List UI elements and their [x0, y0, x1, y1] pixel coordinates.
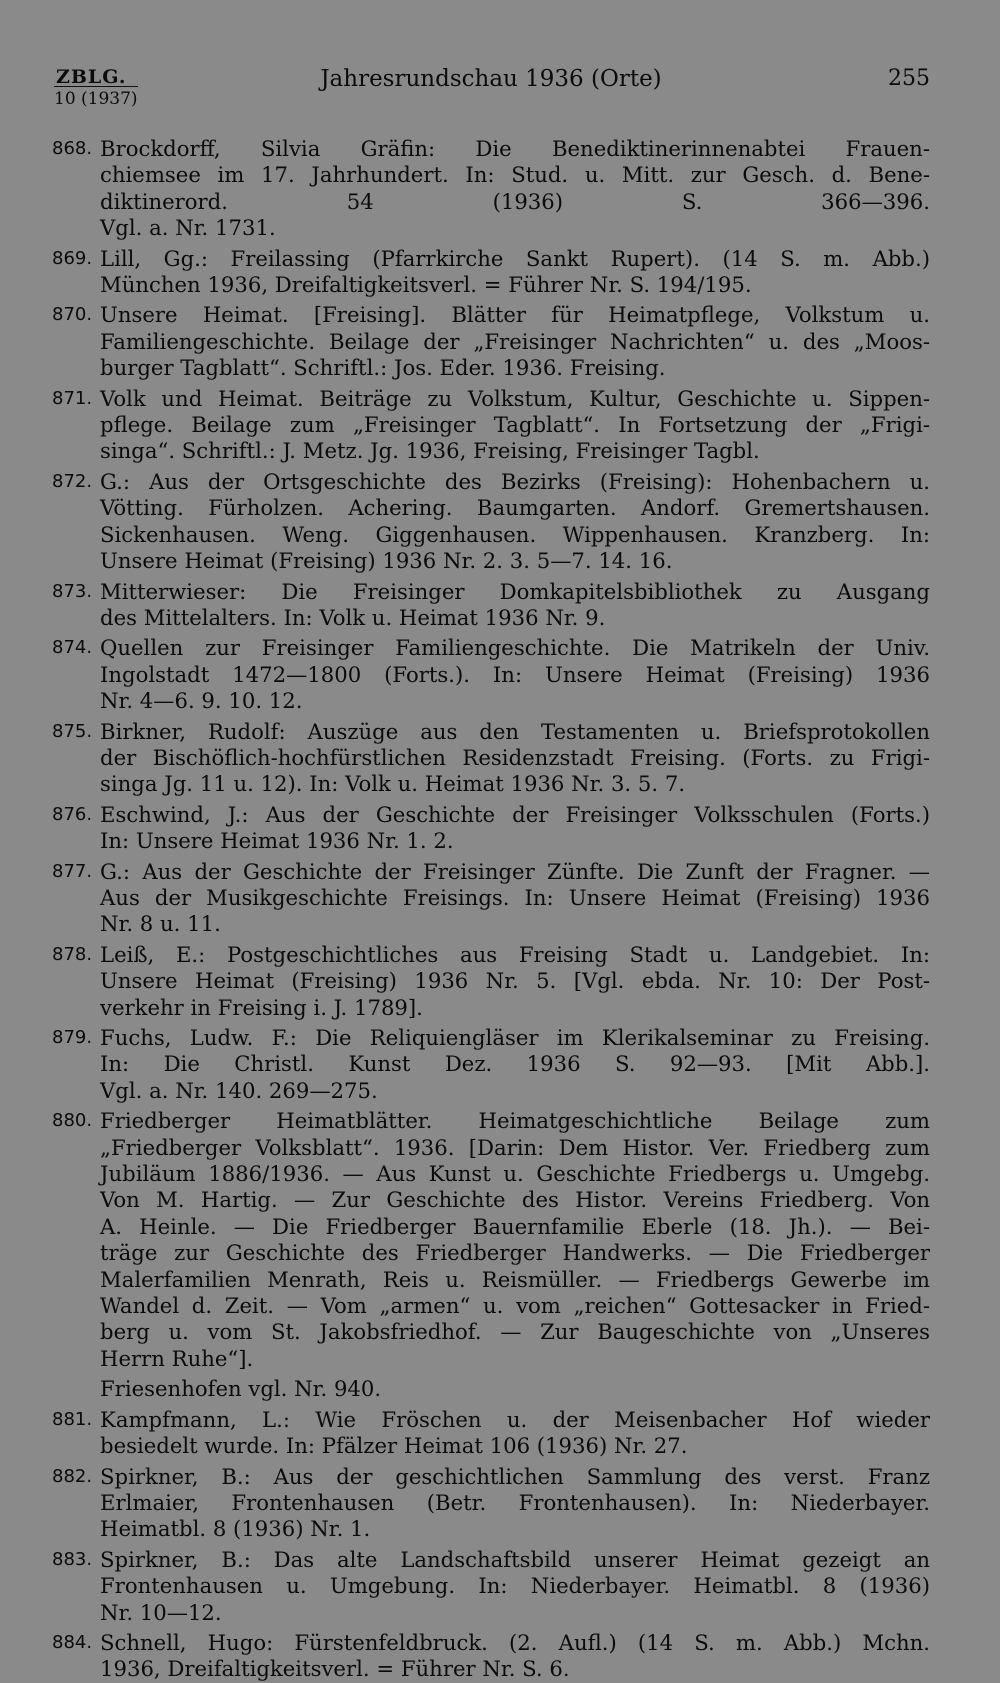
bibliography-entry — [52, 719, 930, 798]
entry-number: 878. — [52, 943, 93, 965]
entry-text — [100, 719, 930, 798]
entry-line: Spirkner, B.: Das alte Landschaftsbild unserer Heimat gezeigt an — [100, 1546, 930, 1572]
entry-number — [52, 1376, 100, 1402]
entry-number: 873. — [52, 580, 93, 602]
entry-line: besiedelt wurde. In: Pfälzer Heimat 106 (1936) Nr. 27. — [100, 1433, 688, 1459]
entry-number: 875. — [52, 720, 93, 742]
entry-text — [100, 579, 930, 632]
entry-number: 868. — [52, 138, 93, 159]
entry-line: der Bischöflich-hochfürstlichen Residenzstadt Freising. (Forts. zu Frigi- — [100, 744, 930, 770]
entry-line: Vgl. a. Nr. 1731. — [100, 215, 276, 241]
bibliography-entry — [52, 246, 930, 299]
entry-line: 1936, Dreifaltigkeitsverl. = Führer Nr. S. 6. — [100, 1656, 570, 1682]
entry-line: Sickenhausen. Weng. Giggenhausen. Wippenhausen. Kranzberg. In: — [100, 521, 930, 547]
entry-line: Unsere Heimat (Freising) 1936 Nr. 2. 3. 5—7. 14. 16. — [100, 548, 673, 574]
entry-text — [100, 1376, 930, 1402]
entry-text — [100, 246, 930, 299]
entry-line: Ingolstadt 1472—1800 (Forts.). In: Unsere Heimat (Freising) 1936 — [100, 661, 930, 687]
bibliography-entry — [52, 1407, 930, 1460]
entry-line: berg u. vom St. Jakobsfriedhof. — Zur Baugeschichte von „Unseres — [100, 1319, 930, 1345]
entry-line: pflege. Beilage zum „Freisinger Tagblatt“. In Fortsetzung der „Frigi- — [100, 412, 930, 438]
entry-number: 876. — [52, 803, 93, 825]
entry-line: burger Tagblatt“. Schriftl.: Jos. Eder. 1936. Freising. — [100, 355, 666, 381]
entry-line: Nr. 4—6. 9. 10. 12. — [100, 688, 303, 714]
entry-number: 879. — [52, 1027, 93, 1048]
entry-number: 880. — [52, 1110, 93, 1132]
bibliography-entry — [52, 1464, 930, 1543]
entry-number: 884. — [52, 1631, 93, 1653]
running-title: Jahresrundschau 1936 (Orte) — [320, 66, 662, 92]
entry-line: träge zur Geschichte des Friedberger Handwerks. — Die Friedberger — [100, 1240, 930, 1266]
entry-number: 874. — [52, 637, 93, 659]
entry-line: Malerfamilien Menrath, Reis u. Reismüller. — Friedbergs Gewerbe im — [100, 1266, 930, 1292]
entry-line: Vötting. Fürholzen. Achering. Baumgarten. Andorf. Gremertshausen. — [100, 495, 930, 521]
entry-line: Von M. Hartig. — Zur Geschichte des Histor. Vereins Friedberg. Von — [100, 1187, 930, 1213]
entry-number: 881. — [52, 1408, 93, 1430]
entry-line: Lill, Gg.: Freilassing (Pfarrkirche Sankt Rupert). (14 S. m. Abb.) — [100, 245, 930, 271]
entry-line: Schnell, Hugo: Fürstenfeldbruck. (2. Aufl.) (14 S. m. Abb.) Mchn. — [100, 1629, 930, 1655]
entry-line: Herrn Ruhe“]. — [100, 1345, 254, 1371]
bibliography-entry — [52, 386, 930, 465]
volume-label: 10 (1937) — [54, 86, 138, 109]
entry-number: 872. — [52, 470, 93, 492]
entry-number: 877. — [52, 860, 93, 882]
entry-line: „Friedberger Volksblatt“. 1936. [Darin: Dem Histor. Ver. Friedberg zum — [100, 1134, 930, 1160]
entry-line: Aus der Musikgeschichte Freisings. In: Unsere Heimat (Freising) 1936 — [100, 884, 930, 910]
bibliography-entry — [52, 1547, 930, 1626]
entry-number: 871. — [52, 387, 93, 409]
entry-text — [100, 1025, 930, 1104]
entry-line: Spirkner, B.: Aus der geschichtlichen Sammlung des verst. Franz — [100, 1463, 930, 1489]
entry-line: Unsere Heimat (Freising) 1936 Nr. 5. [Vgl. ebda. Nr. 10: Der Post- — [100, 968, 930, 994]
entry-number: 870. — [52, 304, 93, 326]
bibliography-entry — [52, 942, 930, 1021]
entry-line: München 1936, Dreifaltigkeitsverl. = Führer Nr. S. 194/195. — [100, 272, 752, 298]
entry-line: Leiß, E.: Postgeschichtliches aus Freising Stadt u. Landgebiet. In: — [100, 941, 930, 967]
entry-line: G.: Aus der Geschichte der Freisinger Zünfte. Die Zunft der Fragner. — — [100, 858, 930, 884]
entry-line: Eschwind, J.: Aus der Geschichte der Freisinger Volksschulen (Forts.) — [100, 801, 930, 827]
bibliography-entry — [52, 1108, 930, 1372]
entry-number: 882. — [52, 1465, 93, 1487]
entry-line: chiemsee im 17. Jahrhundert. In: Stud. u. Mitt. zur Gesch. d. Bene- — [100, 162, 930, 188]
entry-text — [100, 136, 930, 242]
entry-line: diktinerord. 54 (1936) S. 366—396. — [100, 188, 930, 214]
entry-line: Mitterwieser: Die Freisinger Domkapitelsbibliothek zu Ausgang — [100, 578, 930, 604]
entry-line: des Mittelalters. In: Volk u. Heimat 1936 Nr. 9. — [100, 604, 606, 630]
entry-text — [100, 1407, 930, 1460]
entry-line: Vgl. a. Nr. 140. 269—275. — [100, 1077, 378, 1103]
entry-text — [100, 469, 930, 575]
bibliography-entry — [52, 1630, 930, 1683]
entry-text — [100, 942, 930, 1021]
bibliography-entry — [52, 1376, 930, 1402]
entry-line: G.: Aus der Ortsgeschichte des Bezirks (Freising): Hohenbachern u. — [100, 468, 930, 494]
entry-line: Nr. 8 u. 11. — [100, 911, 221, 937]
entry-line: Fuchs, Ludw. F.: Die Reliquiengläser im Klerikalseminar zu Freising. — [100, 1025, 930, 1050]
entry-line: Brockdorff, Silvia Gräfin: Die Benediktinerinnenabtei Frauen- — [100, 136, 930, 161]
entry-text — [100, 635, 930, 714]
page-header — [52, 60, 930, 116]
entry-text — [100, 386, 930, 465]
entry-line: singa Jg. 11 u. 12). In: Volk u. Heimat 1936 Nr. 3. 5. 7. — [100, 771, 686, 797]
bibliography-entry — [52, 469, 930, 575]
entry-line: Heimatbl. 8 (1936) Nr. 1. — [100, 1516, 371, 1542]
entry-line: Familiengeschichte. Beilage der „Freisinger Nachrichten“ u. des „Moos- — [100, 328, 930, 354]
entry-text — [100, 802, 930, 855]
entry-text — [100, 1630, 930, 1683]
entry-line: Unsere Heimat. [Freising]. Blätter für Heimatpflege, Volkstum u. — [100, 302, 930, 328]
entry-line: A. Heinle. — Die Friedberger Bauernfamilie Eberle (18. Jh.). — Bei- — [100, 1213, 930, 1239]
entry-line: Frontenhausen u. Umgebung. In: Niederbayer. Heimatbl. 8 (1936) — [100, 1573, 930, 1599]
entry-line: Volk und Heimat. Beiträge zu Volkstum, Kultur, Geschichte u. Sippen- — [100, 385, 930, 411]
bibliography-entry — [52, 635, 930, 714]
entry-line: Birkner, Rudolf: Auszüge aus den Testamenten u. Briefsprotokollen — [100, 718, 930, 744]
entry-text — [100, 1464, 930, 1543]
entry-number: 883. — [52, 1548, 93, 1570]
entry-line: singa“. Schriftl.: J. Metz. Jg. 1936, Freising, Freisinger Tagbl. — [100, 438, 760, 464]
entry-line: Friedberger Heimatblätter. Heimatgeschichtliche Beilage zum — [100, 1108, 930, 1134]
journal-abbrev: ZBLG. — [56, 66, 127, 88]
page-number: 255 — [888, 66, 930, 91]
bibliography-entry — [52, 579, 930, 632]
entry-line: Kampfmann, L.: Wie Fröschen u. der Meisenbacher Hof wieder — [100, 1406, 930, 1432]
entry-line: In: Unsere Heimat 1936 Nr. 1. 2. — [100, 828, 454, 854]
bibliography-entry — [52, 136, 930, 242]
entry-line: Erlmaier, Frontenhausen (Betr. Frontenhausen). In: Niederbayer. — [100, 1489, 930, 1515]
bibliography-entry — [52, 302, 930, 381]
entry-line: In: Die Christl. Kunst Dez. 1936 S. 92—93. [Mit Abb.]. — [100, 1051, 930, 1077]
entry-text — [100, 1108, 930, 1372]
bibliography-entry — [52, 1025, 930, 1104]
entry-text — [100, 859, 930, 938]
entry-line: Quellen zur Freisinger Familiengeschichte. Die Matrikeln der Univ. — [100, 635, 930, 661]
entry-line: Friesenhofen vgl. Nr. 940. — [100, 1376, 382, 1402]
entry-text — [100, 302, 930, 381]
bibliography-list — [52, 136, 930, 1683]
entry-number: 869. — [52, 247, 93, 269]
bibliography-entry — [52, 802, 930, 855]
entry-text — [100, 1547, 930, 1626]
bibliography-entry — [52, 859, 930, 938]
entry-line: Wandel d. Zeit. — Vom „armen“ u. vom „reichen“ Gottesacker in Fried- — [100, 1293, 930, 1319]
entry-line: Nr. 10—12. — [100, 1599, 222, 1625]
entry-line: verkehr in Freising i. J. 1789]. — [100, 994, 423, 1020]
entry-line: Jubiläum 1886/1936. — Aus Kunst u. Geschichte Friedbergs u. Umgebg. — [100, 1161, 930, 1187]
